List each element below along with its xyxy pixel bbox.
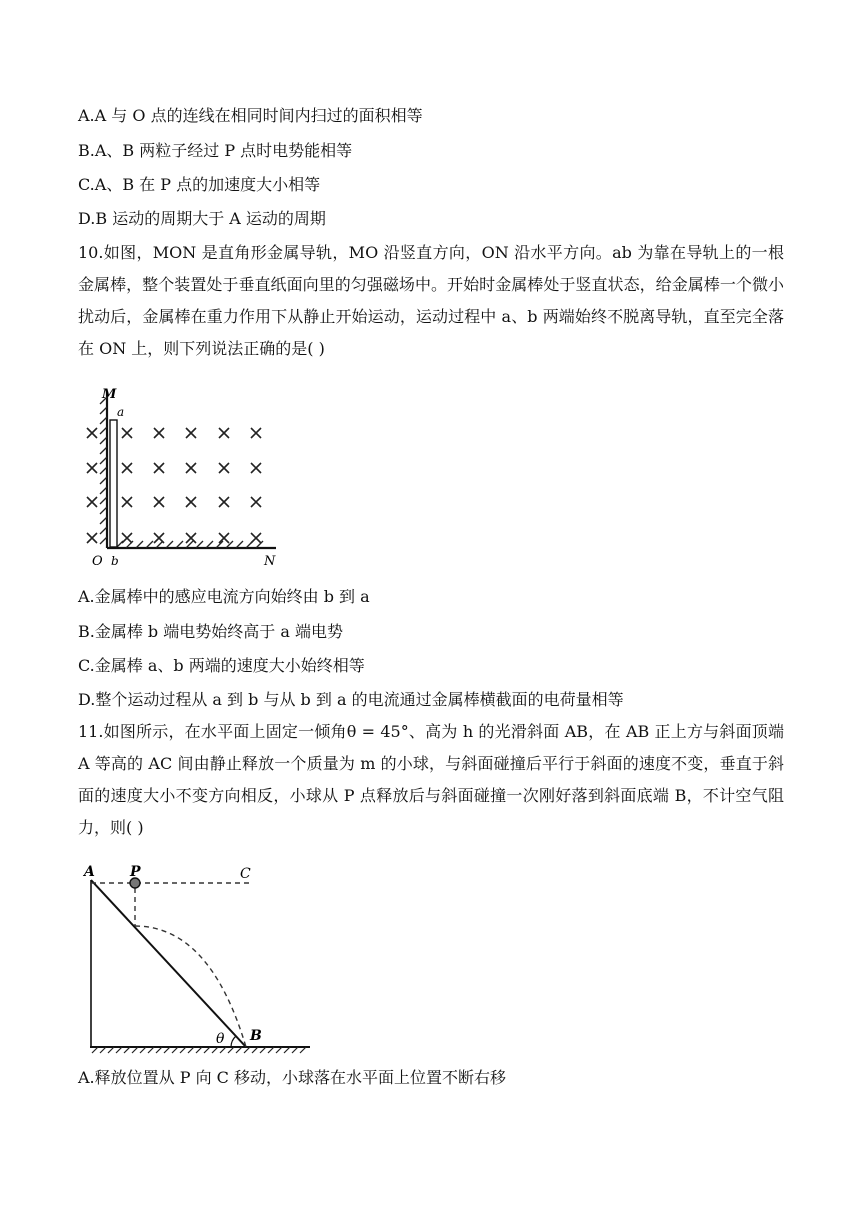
label-C: C — [240, 866, 251, 882]
label-b: b — [111, 554, 119, 568]
q10-figure — [80, 382, 280, 572]
label-O: O — [92, 554, 103, 569]
label-M: M — [102, 387, 117, 402]
q10-option-d: D.整个运动过程从 a 到 b 与从 b 到 a 的电流通过金属棒横截面的电荷量相等 — [78, 690, 624, 709]
label-a: a — [117, 405, 125, 419]
label-B: B — [250, 1028, 262, 1044]
label-A: A — [84, 864, 95, 880]
q9-option-c: C.A、B 在 P 点的加速度大小相等 — [78, 175, 321, 194]
metal-rod — [110, 420, 117, 547]
q10-stem: 10.如图，MON 是直角形金属导轨，MO 沿竖直方向，ON 沿水平方向。ab 为靠在导轨上的一根金属棒，整个装置处于垂直纸面向里的匀强磁场中。开始时金属棒处于竖直状态，给金属棒一个微小扰动后，金属棒在重力作用下从静止开始运动，运动过程中 a、b 两端始终不脱离导轨，直至完全落在 ON 上，则下列说法正确的是( ) — [78, 243, 784, 358]
q11-stem: 11.如图所示，在水平面上固定一倾角θ = 45°、高为 h 的光滑斜面 AB，在 AB 正上方与斜面顶端 A 等高的 AC 间由静止释放一个质量为 m 的小球，与斜面碰撞后平行于斜面的速度不变，垂直于斜面的速度大小不变方向相反，小球从 P 点释放后与斜面碰撞一次刚好落到斜面底端 B，不计空气阻力，则( ) — [78, 722, 784, 837]
label-P: P — [130, 864, 141, 880]
label-theta: θ — [216, 1031, 225, 1047]
q10-option-a: A.金属棒中的感应电流方向始终由 b 到 a — [78, 587, 370, 606]
q9-option-b: B.A、B 两粒子经过 P 点时电势能相等 — [78, 141, 353, 160]
label-N: N — [264, 554, 276, 569]
q10-option-c: C.金属棒 a、b 两端的速度大小始终相等 — [78, 656, 365, 675]
q11-option-a: A.释放位置从 P 向 C 移动，小球落在水平面上位置不断右移 — [78, 1068, 506, 1087]
slope-ab — [91, 880, 246, 1047]
q11-figure — [80, 860, 320, 1060]
q9-option-a: A.A 与 O 点的连线在相同时间内扫过的面积相等 — [78, 106, 423, 125]
q10-option-b: B.金属棒 b 端电势始终高于 a 端电势 — [78, 622, 343, 641]
q9-option-d: D.B 运动的周期大于 A 运动的周期 — [78, 209, 326, 228]
